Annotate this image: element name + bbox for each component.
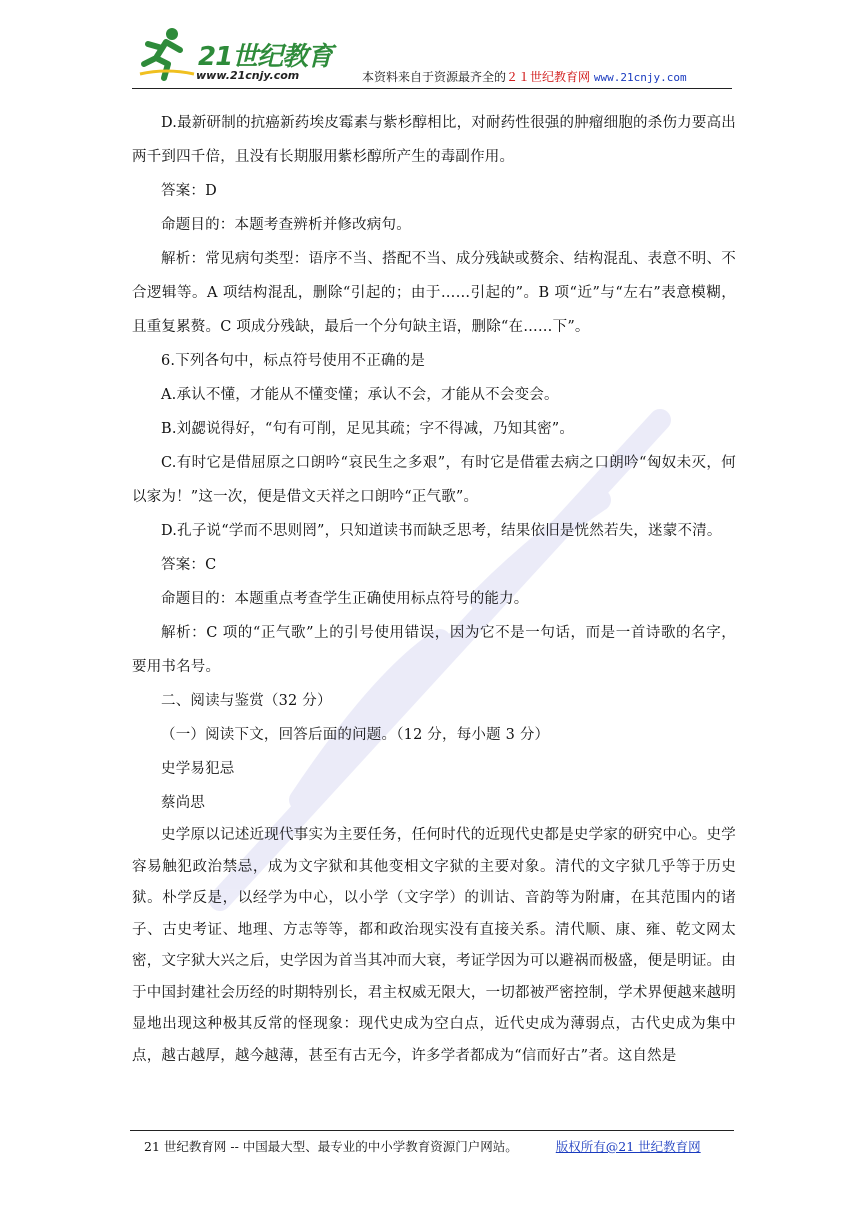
article-title: 史学易犯忌 <box>161 761 235 777</box>
header-site-link[interactable]: ２１世纪教育网 <box>506 70 591 84</box>
document-body <box>132 106 736 1072</box>
footer-text: 21 世纪教育网 -- 中国最大型、最专业的中小学教育资源门户网站。 <box>144 1139 518 1154</box>
option-a-q6: A.承认不懂，才能从不懂变懂；承认不会，才能从不会变会。 <box>161 387 559 403</box>
analysis-q5: 解析：常见病句类型：语序不当、搭配不当、成分残缺或赘余、结构混乱、表意不明、不合逻辑等。A 项结构混乱，删除“引起的；由于……引起的”。B 项“近”与“左右”表意模糊，且重复累赘。C 项成分残缺，最后一个分句缺主语，删除“在……下”。 <box>132 251 736 335</box>
footer-copyright-link[interactable]: 版权所有@21 世纪教育网 <box>555 1139 701 1154</box>
page-header <box>0 0 860 96</box>
question-6: 6.下列各句中，标点符号使用不正确的是 <box>161 353 426 369</box>
answer-q5: 答案：D <box>161 183 217 199</box>
site-logo[interactable] <box>136 24 336 84</box>
header-notice <box>362 68 687 85</box>
header-notice-prefix: 本资料来自于资源最齐全的 <box>362 70 507 84</box>
article-paragraph: 史学原以记述近现代事实为主要任务，任何时代的近现代史都是史学家的研究中心。史学容易触犯政治禁忌，成为文字狱和其他变相文字狱的主要对象。清代的文字狱几乎等于历史狱。朴学反是，以经学为中心，以小学（文字学）的训诂、音韵等为附庸，在其范围内的诸子、古史考证、地理、方志等等，都和政治现实没有直接关系。清代顺、康、雍、乾文网太密，文字狱大兴之后，史学因为首当其冲而大衰，考证学因为可以避祸而极盛，便是明证。由于中国封建社会历经的时期特别长，君主权威无限大，一切都被严密控制，学术界便越来越明显地出现这种极其反常的怪现象：现代史成为空白点，近代史成为薄弱点，古代史成为集中点，越古越厚，越今越薄，甚至有古无今，许多学者都成为“信而好古”者。这自然是 <box>132 827 736 1064</box>
article-author: 蔡尚思 <box>161 795 206 811</box>
analysis-q6: 解析：C 项的“正气歌”上的引号使用错误，因为它不是一句话，而是一首诗歌的名字，要用书名号。 <box>132 625 736 675</box>
logo-wordmark: 21世纪教育 <box>198 42 333 72</box>
answer-q6: 答案：C <box>161 557 217 573</box>
option-c-q6: C.有时它是借屈原之口朗吟“哀民生之多艰”，有时它是借霍去病之口朗吟“匈奴未灭，何以家为！”这一次，便是借文天祥之口朗吟“正气歌”。 <box>132 455 736 505</box>
purpose-q6: 命题目的：本题重点考查学生正确使用标点符号的能力。 <box>161 591 529 607</box>
section-heading: 二、阅读与鉴赏（32 分） <box>161 693 332 709</box>
option-b-q6: B.刘勰说得好，“句有可削，足见其疏；字不得减，乃知其密”。 <box>161 421 575 437</box>
header-divider <box>132 88 732 89</box>
footer-divider <box>130 1130 734 1131</box>
option-d-q6: D.孔子说“学而不思则罔”，只知道读书而缺乏思考，结果依旧是恍然若失，迷蒙不清。 <box>161 523 722 539</box>
runner-logo-icon <box>136 24 196 84</box>
logo-url: www.21cnjy.com <box>196 69 300 82</box>
purpose-q5: 命题目的：本题考查辨析并修改病句。 <box>161 217 411 233</box>
page-footer <box>144 1137 701 1155</box>
header-url-link[interactable]: www.21cnjy.com <box>593 71 687 84</box>
option-d-q5: D.最新研制的抗癌新药埃皮霉素与紫杉醇相比，对耐药性很强的肿瘤细胞的杀伤力要高出两千到四千倍，且没有长期服用紫杉醇所产生的毒副作用。 <box>132 115 736 165</box>
reading-instruction: （一）阅读下文，回答后面的问题。（12 分，每小题 3 分） <box>161 727 550 743</box>
